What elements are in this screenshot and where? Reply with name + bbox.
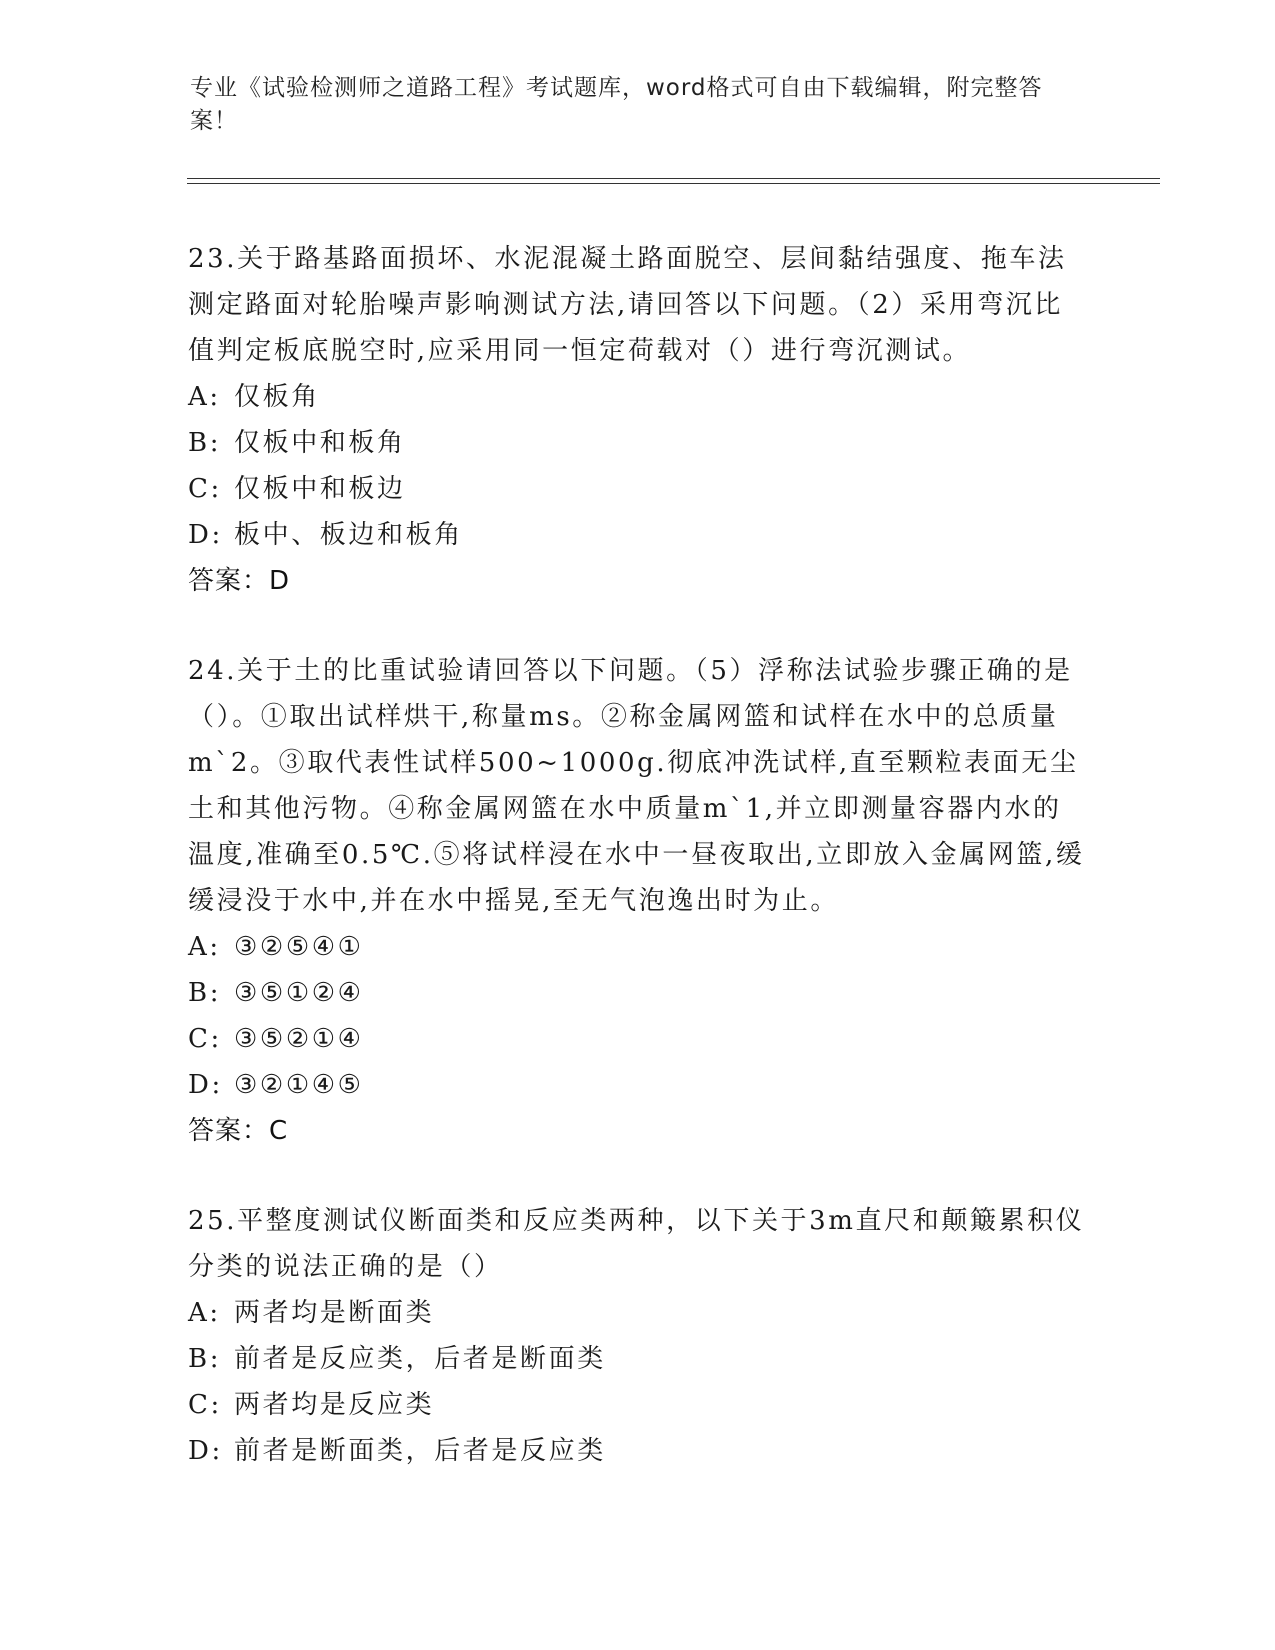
option-c [188, 1382, 1088, 1428]
document-header: 专业《试验检测师之道路工程》考试题库，word格式可自由下载编辑，附完整答案！ [190, 75, 1043, 134]
option-text: 前者是反应类，后者是断面类 [234, 1344, 606, 1374]
option-a [188, 1290, 1088, 1336]
option-text: ③⑤①②④ [234, 978, 364, 1008]
option-key: D: [188, 1070, 223, 1100]
option-key: B: [188, 428, 222, 458]
option-key: B: [188, 1344, 222, 1374]
option-text: 仅板角 [234, 382, 320, 412]
option-text: 仅板中和板边 [234, 474, 406, 504]
option-key: C: [188, 1390, 222, 1420]
question-text: 25.平整度测试仪断面类和反应类两种，以下关于3m直尺和颠簸累积仪分类的说法正确的是（） [188, 1206, 1085, 1282]
option-text: ③⑤②①④ [234, 1024, 364, 1054]
header-divider-top [187, 178, 1160, 179]
option-key: C: [188, 474, 222, 504]
option-text: 仅板中和板角 [234, 428, 406, 458]
answer-label: 答案：D [188, 566, 291, 596]
question-24 [188, 648, 1088, 1154]
option-text: 前者是断面类，后者是反应类 [234, 1436, 606, 1466]
option-a [188, 374, 1088, 420]
option-b [188, 970, 1088, 1016]
answer-label: 答案：C [188, 1116, 289, 1146]
question-text: 24.关于土的比重试验请回答以下问题。（5）浮称法试验步骤正确的是（）。①取出试样烘干,称量ms。②称金属网篮和试样在水中的总质量m`2。③取代表性试样500~1000g.彻底冲洗试样,直至颗粒表面无尘土和其他污物。④称金属网篮在水中质量m`1,并立即测量容器内水的温度,准确至0.5℃.⑤将试样浸在水中一昼夜取出,立即放入金属网篮,缓缓浸没于水中,并在水中摇晃,至无气泡逸出时为止。 [188, 656, 1085, 916]
option-key: A: [188, 932, 221, 962]
option-key: A: [188, 382, 221, 412]
option-text: 两者均是反应类 [234, 1390, 435, 1420]
question-25 [188, 1198, 1088, 1474]
option-b [188, 420, 1088, 466]
option-text: ③②①④⑤ [234, 1070, 364, 1100]
option-c [188, 466, 1088, 512]
option-text: ③②⑤④① [234, 932, 364, 962]
option-text: 板中、板边和板角 [234, 520, 463, 550]
option-a [188, 924, 1088, 970]
question-text: 23.关于路基路面损坏、水泥混凝土路面脱空、层间黏结强度、拖车法测定路面对轮胎噪声影响测试方法,请回答以下问题。（2）采用弯沉比值判定板底脱空时,应采用同一恒定荷载对（）进行弯沉测试。 [188, 244, 1067, 366]
option-key: B: [188, 978, 222, 1008]
option-c [188, 1016, 1088, 1062]
header-divider-bottom [187, 183, 1160, 184]
option-d [188, 1062, 1088, 1108]
option-d [188, 1428, 1088, 1474]
option-d [188, 512, 1088, 558]
option-text: 两者均是断面类 [234, 1298, 435, 1328]
option-key: A: [188, 1298, 221, 1328]
option-key: C: [188, 1024, 222, 1054]
question-23 [188, 236, 1088, 604]
option-key: D: [188, 1436, 223, 1466]
option-key: D: [188, 520, 223, 550]
option-b [188, 1336, 1088, 1382]
